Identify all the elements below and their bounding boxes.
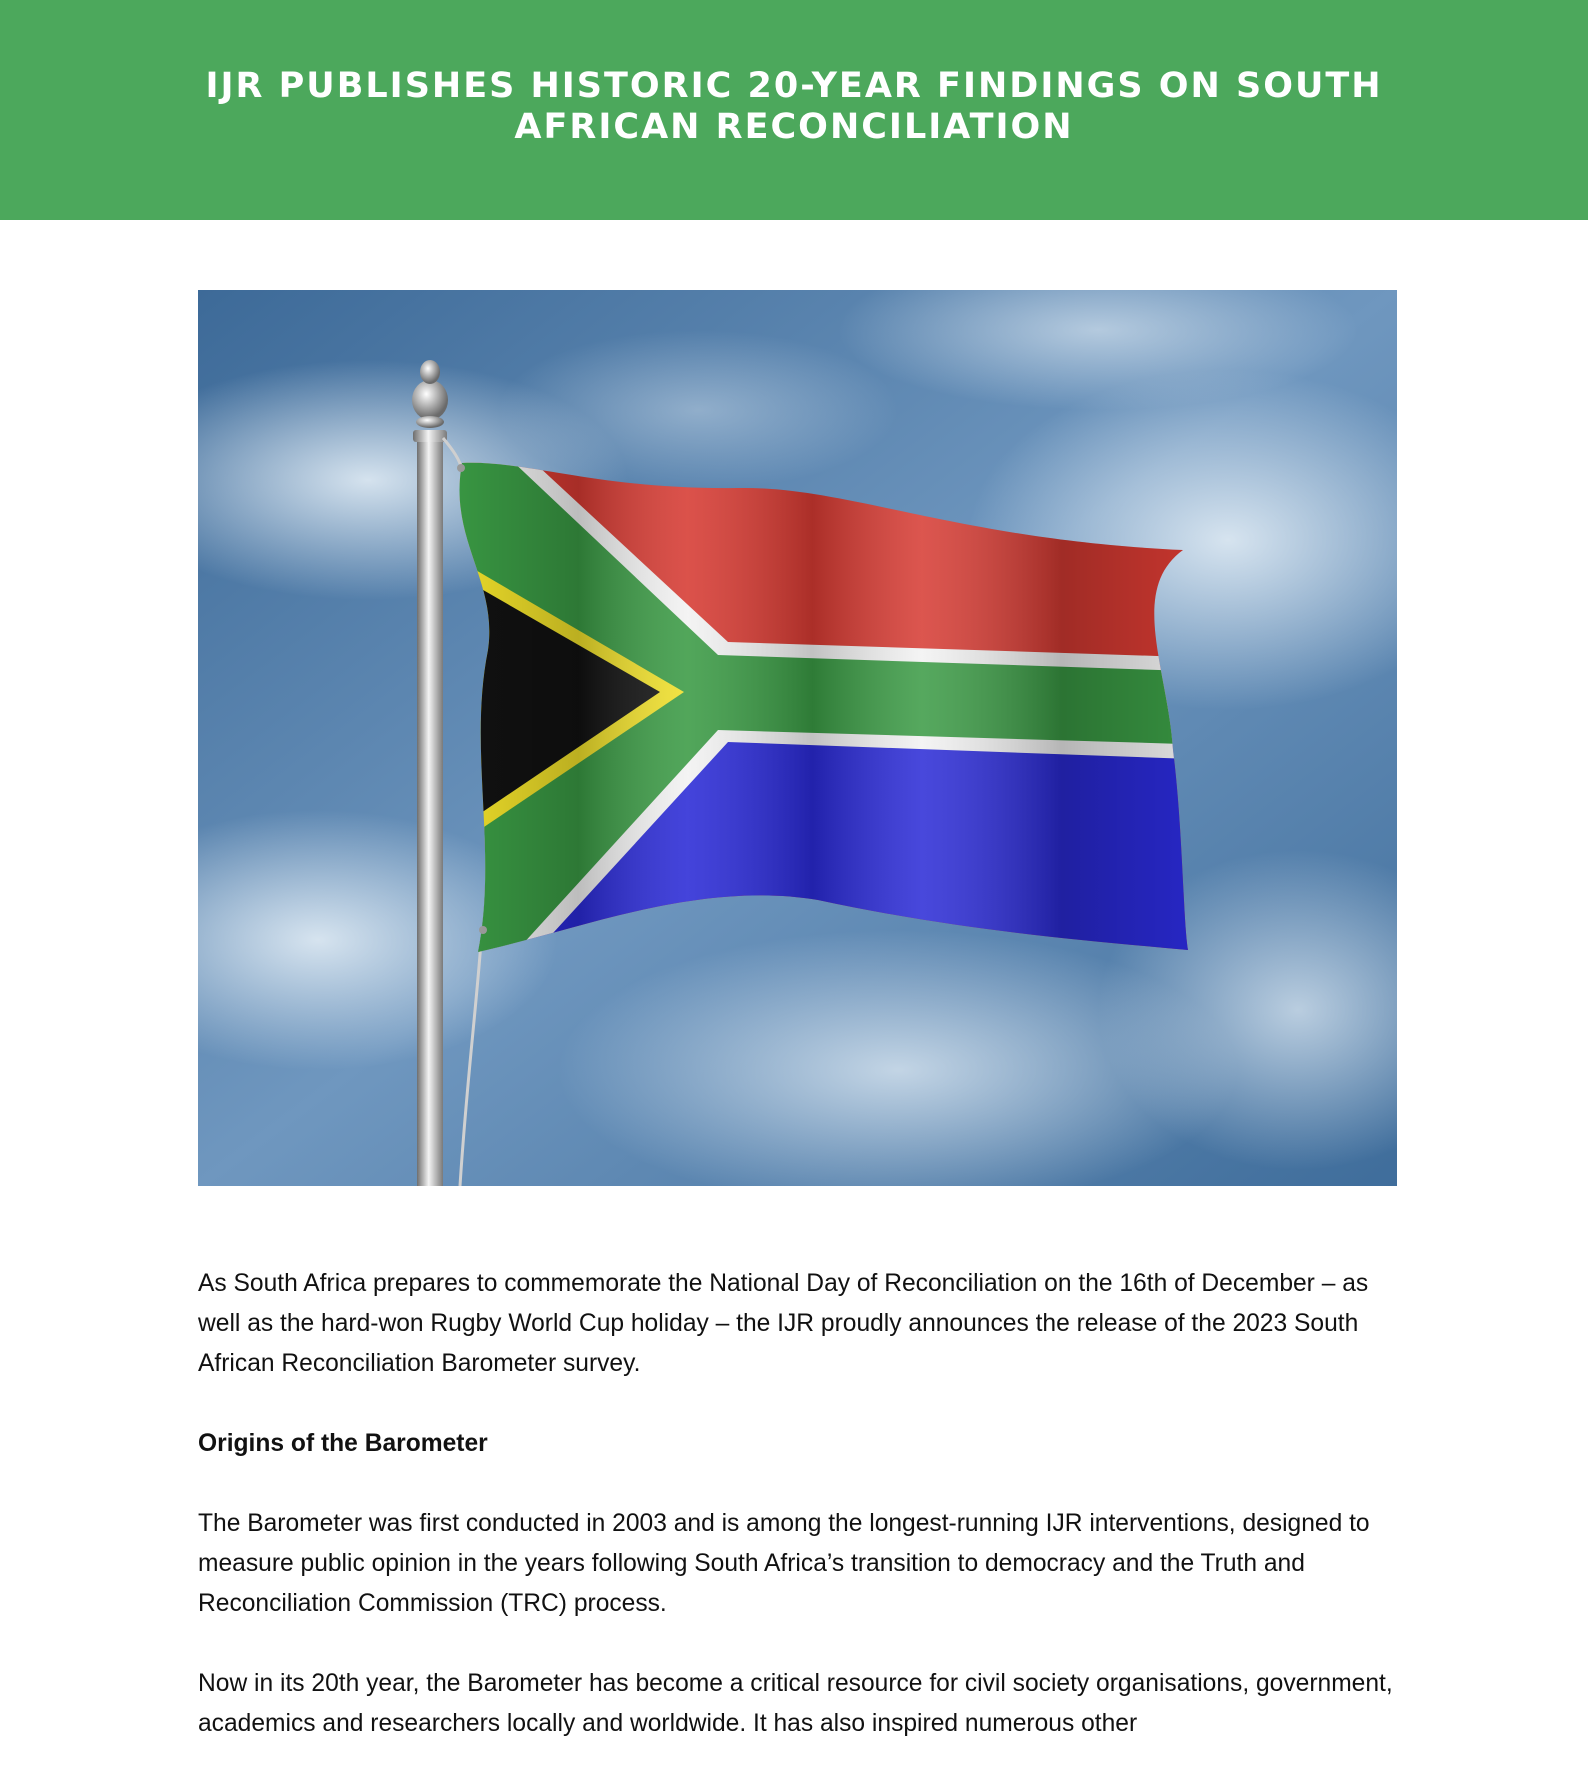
article-body	[198, 1264, 1408, 1784]
body-paragraph: Now in its 20th year, the Barometer has become a critical resource for civil society organisations, government, academics and researchers locally and worldwide. It has also inspired numerous other	[198, 1670, 1393, 1737]
page-header	[0, 0, 1588, 220]
section-heading: Origins of the Barometer	[198, 1430, 488, 1457]
page-title: IJR PUBLISHES HISTORIC 20-YEAR FINDINGS ON SOUTH AFRICAN RECONCILIATION	[205, 66, 1383, 147]
intro-paragraph: As South Africa prepares to commemorate the National Day of Reconciliation on the 16th of December – as well as the hard-won Rugby World Cup holiday – the IJR proudly announces the release of the 2023 South African Reconciliation Barometer survey.	[198, 1270, 1369, 1377]
body-paragraph: The Barometer was first conducted in 2003 and is among the longest-running IJR interventions, designed to measure public opinion in the years following South Africa’s transition to democracy and the Truth and Reconciliation Commission (TRC) process.	[198, 1510, 1370, 1617]
hero-image	[198, 290, 1397, 1186]
